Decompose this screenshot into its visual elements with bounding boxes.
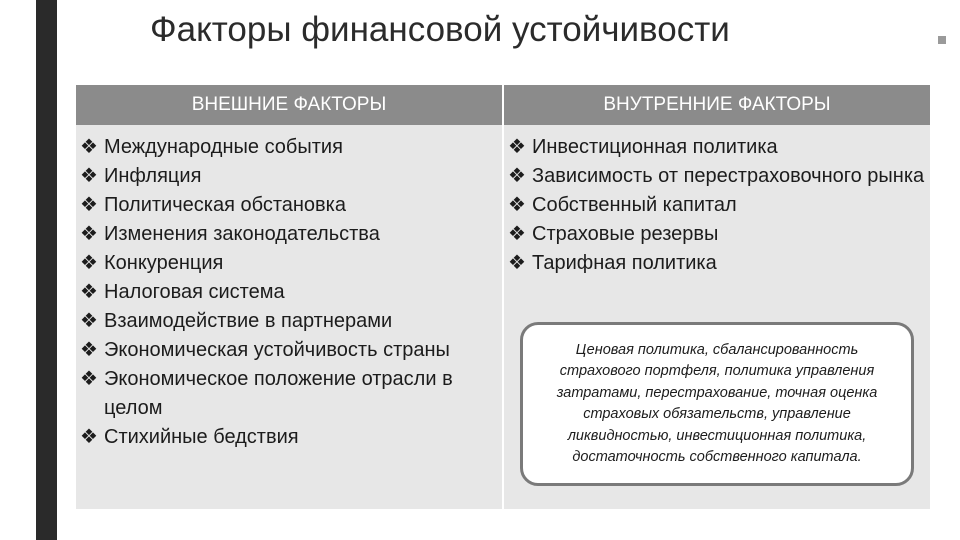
factor-list-item: [506, 162, 930, 191]
factor-list-item: [506, 249, 930, 278]
factor-text: Взаимодействие в партнерами: [104, 310, 393, 332]
internal-factors-list: [504, 125, 930, 278]
factor-list-item: [506, 133, 930, 162]
diamond-bullet-icon: ❖: [508, 194, 526, 216]
note-callout-box: [520, 322, 914, 486]
factor-text: Конкуренция: [104, 252, 224, 274]
factor-text: Изменения законодательства: [104, 223, 380, 245]
diamond-bullet-icon: ❖: [80, 165, 98, 187]
factor-text: Инвестиционная политика: [532, 136, 778, 158]
factor-list-item: [506, 220, 930, 249]
factor-list-item: [78, 278, 502, 307]
factor-text: Экономическое положение отрасли в целом: [104, 368, 453, 419]
factor-text: Тарифная политика: [532, 252, 717, 274]
header-external-factors: ВНЕШНИЕ ФАКТОРЫ: [76, 85, 503, 125]
diamond-bullet-icon: ❖: [80, 339, 98, 361]
diamond-bullet-icon: ❖: [80, 426, 98, 448]
factor-list-item: [78, 365, 502, 423]
factor-text: Международные события: [104, 136, 343, 158]
factor-text: Налоговая система: [104, 281, 285, 303]
diamond-bullet-icon: ❖: [80, 252, 98, 274]
diamond-bullet-icon: ❖: [508, 252, 526, 274]
factor-list-item: [506, 191, 930, 220]
corner-square-decoration: [938, 36, 946, 44]
diamond-bullet-icon: ❖: [80, 136, 98, 158]
factor-text: Страховые резервы: [532, 223, 719, 245]
factor-list-item: [78, 191, 502, 220]
diamond-bullet-icon: ❖: [80, 281, 98, 303]
note-text: Ценовая политика, сбалансированность страхового портфеля, политика управления затратами, перестрахование, точная оценка страховых обязательств, управление ликвидностью, инвестиционная политика, достаточность собственного капитала.: [556, 341, 878, 465]
factor-text: Политическая обстановка: [104, 194, 346, 216]
factor-list-item: [78, 307, 502, 336]
diamond-bullet-icon: ❖: [80, 310, 98, 332]
diamond-bullet-icon: ❖: [80, 223, 98, 245]
factor-text: Экономическая устойчивость страны: [104, 339, 450, 361]
diamond-bullet-icon: ❖: [80, 194, 98, 216]
diamond-bullet-icon: ❖: [508, 223, 526, 245]
factor-text: Собственный капитал: [532, 194, 737, 216]
external-factors-list: [76, 125, 502, 452]
factor-list-item: [78, 423, 502, 452]
factor-list-item: [78, 220, 502, 249]
factor-list-item: [78, 162, 502, 191]
header-internal-factors: ВНУТРЕННИЕ ФАКТОРЫ: [503, 85, 930, 125]
side-accent-bar: [36, 0, 57, 540]
diamond-bullet-icon: ❖: [508, 165, 526, 187]
factor-text: Зависимость от перестраховочного рынка: [532, 165, 925, 187]
external-factors-cell: [76, 125, 503, 509]
diamond-bullet-icon: ❖: [80, 368, 98, 390]
factor-list-item: [78, 336, 502, 365]
diamond-bullet-icon: ❖: [508, 136, 526, 158]
factor-text: Инфляция: [104, 165, 202, 187]
factor-list-item: [78, 249, 502, 278]
slide-title: Факторы финансовой устойчивости: [150, 10, 730, 49]
factor-text: Стихийные бедствия: [104, 426, 299, 448]
factor-list-item: [78, 133, 502, 162]
